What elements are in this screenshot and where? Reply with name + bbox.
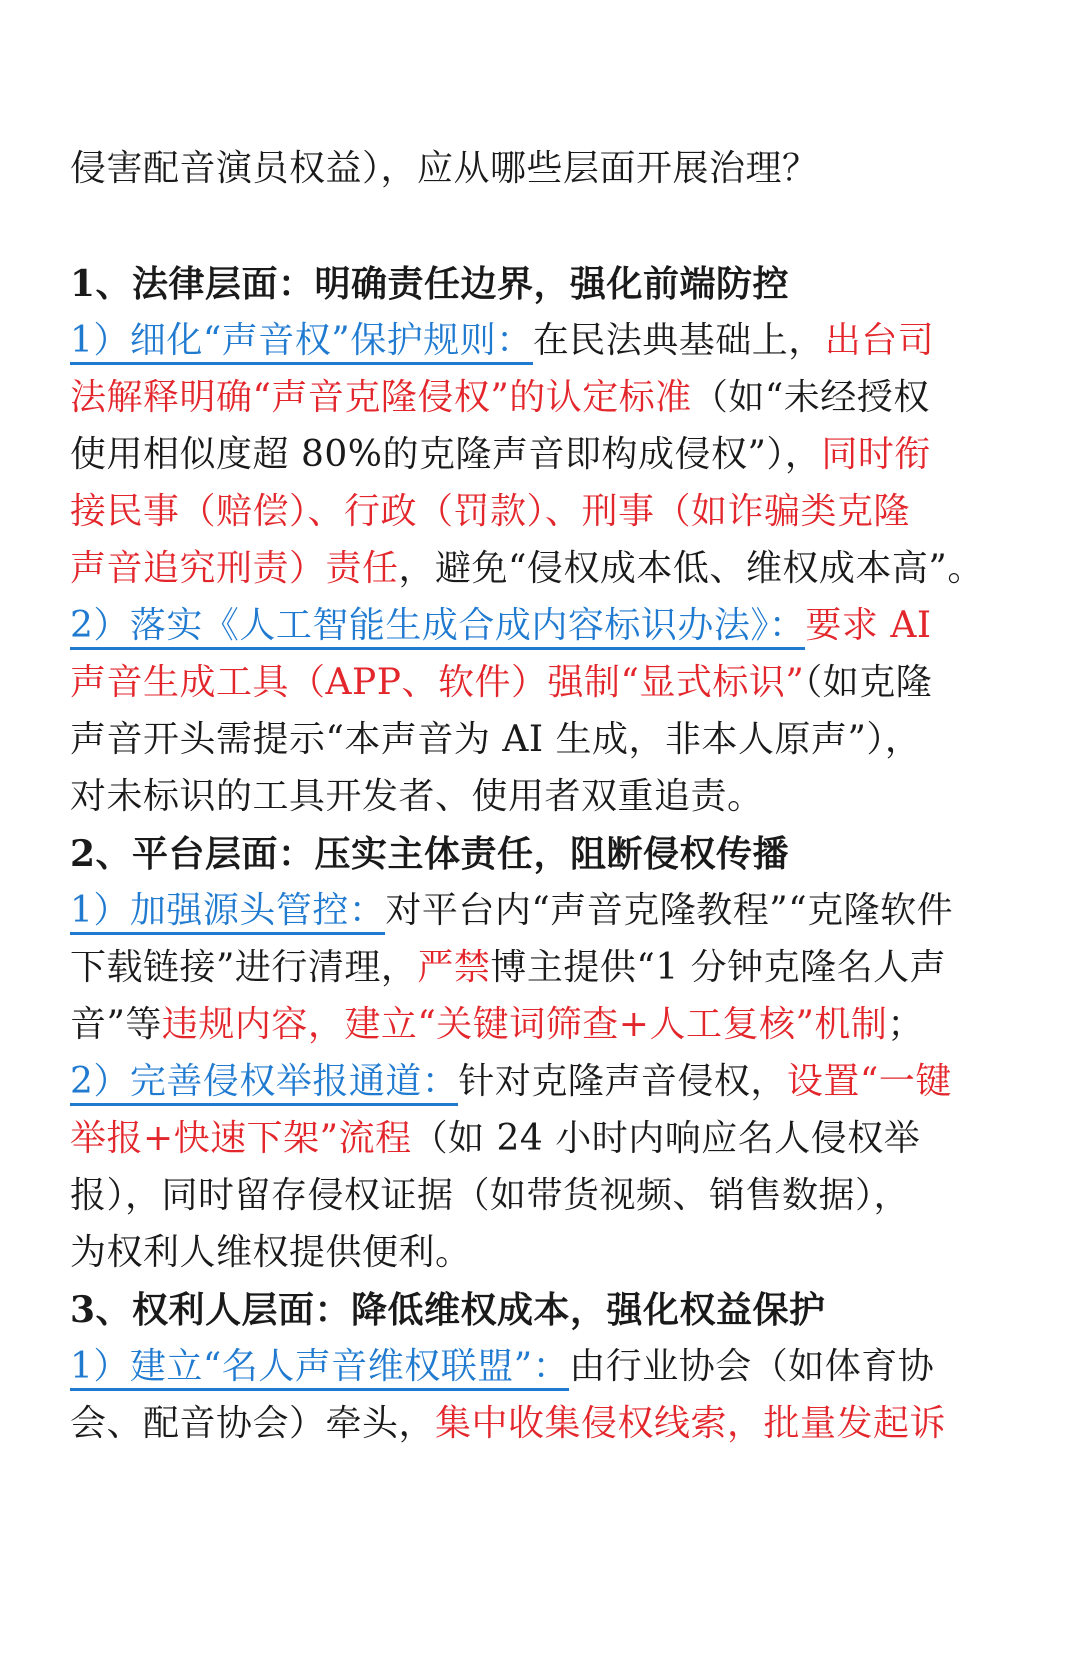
subheading-link[interactable]: 1）细化“声音权”保护规则： <box>70 320 533 365</box>
highlight-text: 举报+快速下架”流程 <box>70 1118 412 1159</box>
paragraph-line <box>70 718 921 762</box>
paragraph-line <box>70 1345 934 1389</box>
text-run: 报），同时留存侵权证据（如带货视频、销售数据）， <box>70 1175 911 1216</box>
paragraph-line <box>70 433 931 477</box>
highlight-text: 集中收集侵权线索，批量发起诉 <box>435 1403 947 1444</box>
subheading-link[interactable]: 1）加强源头管控： <box>70 890 385 935</box>
text-run: （如 24 小时内响应名人侵权举 <box>411 1118 921 1159</box>
subheading-link[interactable]: 2）完善侵权举报通道： <box>70 1061 458 1106</box>
paragraph-line <box>70 376 930 420</box>
paragraph-line <box>70 1117 920 1161</box>
text-run: （如“未经授权 <box>691 377 930 418</box>
paragraph-line <box>70 1060 952 1104</box>
paragraph-line <box>70 661 932 705</box>
highlight-text: 设置“一键 <box>786 1061 952 1102</box>
text-run: 对平台内“声音克隆教程”“克隆软件 <box>385 890 954 931</box>
paragraph-line <box>70 604 932 648</box>
paragraph-line <box>70 1231 472 1275</box>
paragraph-line <box>70 946 946 990</box>
paragraph-line <box>70 547 984 591</box>
highlight-text: 要求 AI <box>805 605 932 646</box>
text-run: ，避免“侵权成本低、维权成本高”。 <box>398 548 984 589</box>
text-run: 对未标识的工具开发者、使用者双重追责。 <box>70 776 764 817</box>
highlight-text: 严禁 <box>417 947 491 988</box>
highlight-text: 法解释明确“声音克隆侵权”的认定标准 <box>70 377 692 418</box>
text-run: 音”等 <box>70 1004 162 1045</box>
section-heading-rightholder: 3、权利人层面：降低维权成本，强化权益保护 <box>70 1289 826 1331</box>
highlight-text: 声音生成工具（APP、软件）强制“显式标识” <box>70 662 805 703</box>
text-run: 下载链接”进行清理， <box>70 947 418 988</box>
paragraph-line <box>70 319 934 363</box>
highlight-text: 声音追究刑责）责任 <box>70 548 399 589</box>
text-run: 为权利人维权提供便利。 <box>70 1232 472 1273</box>
paragraph-line <box>70 775 764 819</box>
text-run: 由行业协会（如体育协 <box>569 1346 935 1387</box>
text-run: 声音开头需提示“本声音为 AI 生成，非本人原声”）， <box>70 719 922 760</box>
subheading-link[interactable]: 2）落实《人工智能生成合成内容标识办法》： <box>70 605 805 650</box>
text-run: （如克隆 <box>804 662 933 703</box>
text-run: 博主提供“1 分钟克隆名人声 <box>490 947 947 988</box>
paragraph-line <box>70 490 910 534</box>
section-heading-legal: 1、法律层面：明确责任边界，强化前端防控 <box>70 263 790 305</box>
paragraph-line <box>70 1402 946 1446</box>
intro-line: 侵害配音演员权益），应从哪些层面开展治理？ <box>70 148 819 189</box>
highlight-text: 出台司 <box>824 320 935 361</box>
text-run: 针对克隆声音侵权， <box>458 1061 787 1102</box>
highlight-text: 同时衔 <box>821 434 931 475</box>
paragraph-line <box>70 889 953 933</box>
text-run: 会、配音协会）牵头， <box>70 1403 436 1444</box>
subheading-link[interactable]: 1）建立“名人声音维权联盟”： <box>70 1346 569 1391</box>
text-run: ； <box>887 1004 924 1045</box>
paragraph-line <box>70 1174 910 1218</box>
highlight-text: 违规内容，建立“关键词筛查+人工复核”机制 <box>161 1004 888 1045</box>
highlight-text: 接民事（赔偿）、行政（罚款）、刑事（如诈骗类克隆 <box>70 491 911 532</box>
section-heading-platform: 2、平台层面：压实主体责任，阻断侵权传播 <box>70 833 790 875</box>
paragraph-line <box>70 1003 924 1047</box>
text-run: 在民法典基础上， <box>532 320 825 361</box>
text-run: 使用相似度超 80%的克隆声音即构成侵权”）， <box>70 434 822 475</box>
